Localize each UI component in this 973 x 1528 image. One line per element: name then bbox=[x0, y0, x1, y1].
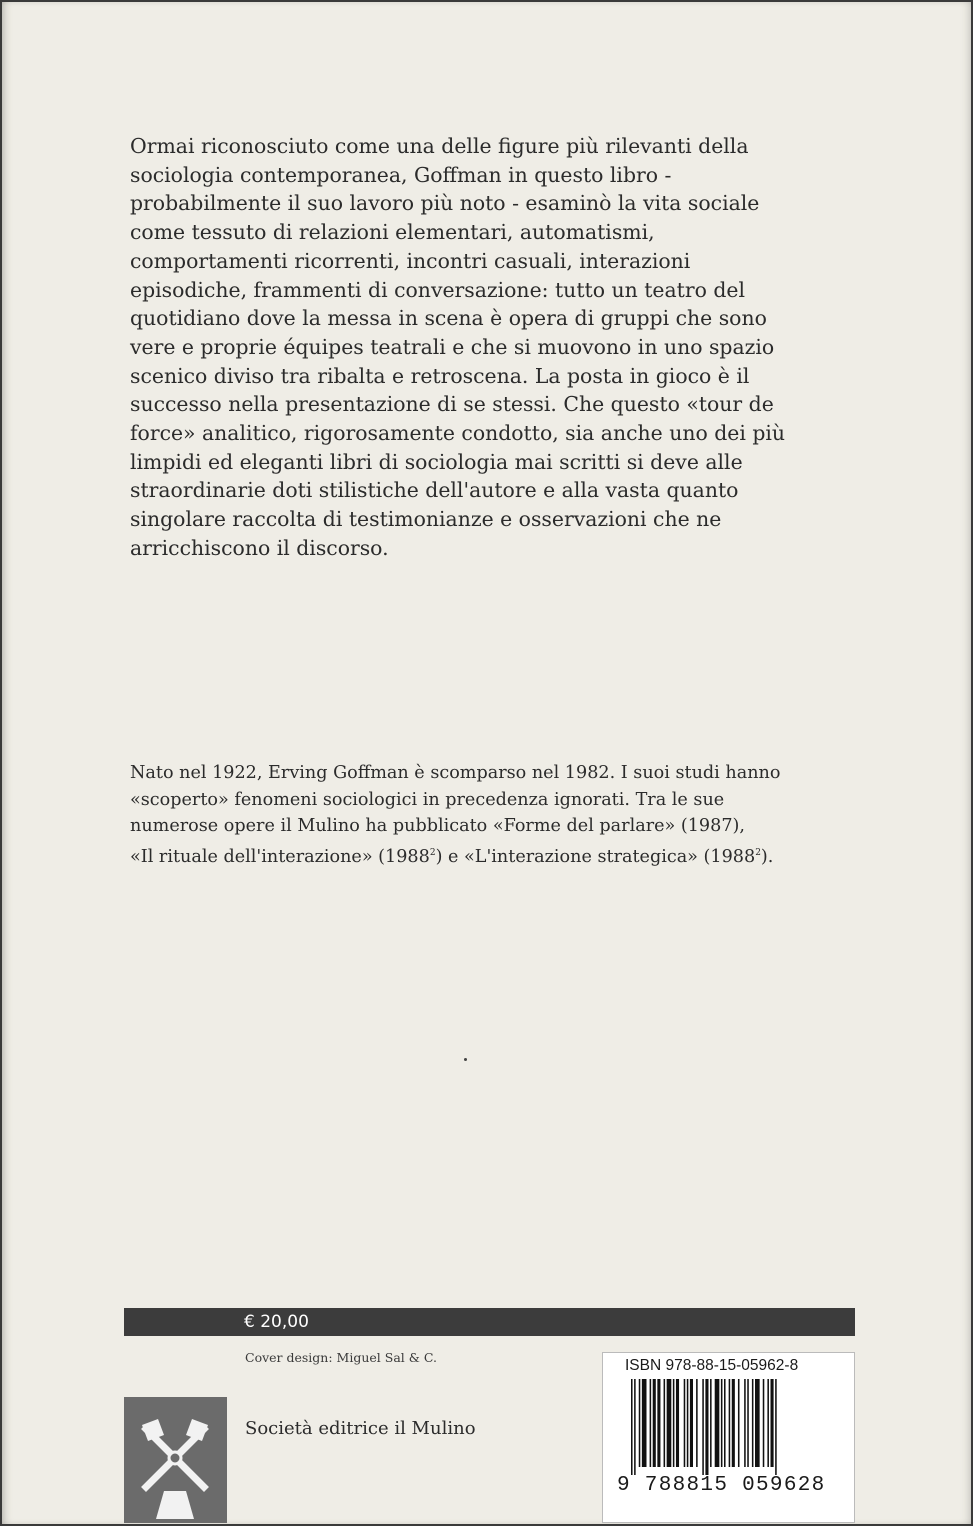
barcode-block bbox=[602, 1352, 855, 1523]
bio-line: Nato nel 1922, Erving Goffman è scomparso nel 1982. I suoi studi hanno bbox=[130, 763, 781, 783]
blurb-line: arricchiscono il discorso. bbox=[130, 535, 389, 560]
blurb-line: quotidiano dove la messa in scena è opera di gruppi che sono bbox=[130, 306, 767, 331]
bio-text: «Il rituale dell'interazione» (1988 bbox=[130, 847, 430, 868]
edition-superscript: 2 bbox=[755, 848, 761, 859]
blurb-line: successo nella presentazione di se stessi. Che questo «tour de bbox=[130, 392, 774, 417]
price-label: € 20,00 bbox=[244, 1312, 309, 1332]
blurb-line: force» analitico, rigorosamente condotto, sia anche uno dei più bbox=[130, 421, 786, 446]
blurb-line: Ormai riconosciuto come una delle figure più rilevanti della bbox=[130, 134, 749, 158]
blurb-line: straordinarie doti stilistiche dell'autore e alla vasta quanto bbox=[130, 478, 739, 503]
blurb-line: probabilmente il suo lavoro più noto - esaminò la vita sociale bbox=[130, 191, 760, 216]
bio-line: «scoperto» fenomeni sociologici in precedenza ignorati. Tra le sue bbox=[130, 789, 725, 810]
blurb-paragraph bbox=[130, 132, 830, 563]
bio-line: numerose opere il Mulino ha pubblicato «Forme del parlare» (1987), bbox=[130, 816, 745, 837]
cover-design-credit: Cover design: Miguel Sal & C. bbox=[245, 1350, 437, 1365]
bio-text: ) e «L'interazione strategica» (1988 bbox=[435, 847, 756, 868]
blurb-line: scenico diviso tra ribalta e retroscena. La posta in gioco è il bbox=[130, 363, 750, 388]
decorative-dot bbox=[464, 1058, 467, 1061]
barcode-digits: 9 788815 059628 bbox=[617, 1474, 826, 1497]
windmill-icon bbox=[124, 1397, 227, 1523]
isbn-label: ISBN 978-88-15-05962-8 bbox=[625, 1357, 799, 1374]
blurb-line: limpidi ed eleganti libri di sociologia mai scritti si deve alle bbox=[130, 449, 743, 474]
blurb-line: vere e proprie équipes teatrali e che si muovono in uno spazio bbox=[130, 334, 775, 359]
blurb-line: comportamenti ricorrenti, incontri casuali, interazioni bbox=[130, 248, 691, 273]
bio-line bbox=[130, 840, 850, 871]
blurb-line: episodiche, frammenti di conversazione: tutto un teatro del bbox=[130, 277, 745, 302]
edition-superscript: 2 bbox=[429, 848, 436, 859]
bio-text: ). bbox=[760, 847, 774, 868]
publisher-name: Società editrice il Mulino bbox=[245, 1418, 476, 1439]
price-bar bbox=[124, 1308, 855, 1336]
barcode-icon bbox=[623, 1379, 836, 1475]
author-bio bbox=[130, 760, 850, 871]
blurb-line: sociologia contemporanea, Goffman in questo libro - bbox=[130, 162, 672, 187]
mulino-windmill-logo bbox=[124, 1397, 227, 1523]
blurb-line: come tessuto di relazioni elementari, automatismi, bbox=[130, 220, 655, 245]
blurb-line: singolare raccolta di testimonianze e osservazioni che ne bbox=[130, 507, 722, 532]
